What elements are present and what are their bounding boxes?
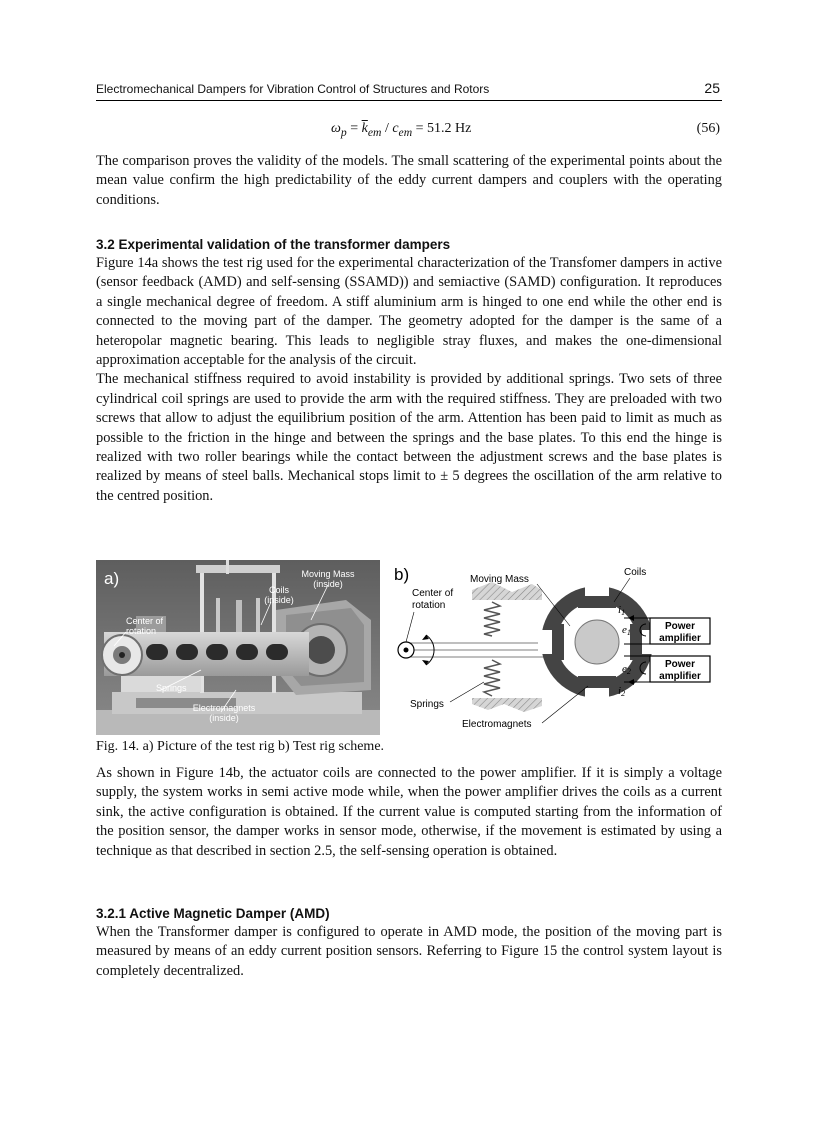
voltage-e2: e2 — [622, 663, 631, 676]
equation-number: (56) — [696, 121, 720, 136]
amplifier-label-1: amplifier — [659, 633, 701, 644]
test-rig-scheme-diagram — [392, 560, 718, 735]
label-springs-b: Springs — [410, 699, 444, 710]
section-heading-3-2-1: 3.2.1 Active Magnetic Damper (AMD) — [96, 906, 330, 921]
current-i2: i2 — [618, 685, 626, 698]
equals-sign: = — [346, 121, 362, 136]
section-3-2 — [96, 235, 722, 506]
label-springs-a: Springs — [156, 683, 187, 693]
c-subscript: em — [398, 125, 413, 139]
label-moving-mass-a: Moving Mass — [301, 569, 355, 579]
current-i1: i1 — [618, 604, 626, 617]
k-subscript: em — [367, 125, 382, 139]
lower-base-plate — [472, 698, 542, 712]
panel-a-tag: a) — [104, 569, 120, 588]
paragraph-5: When the Transformer damper is configured to operate in AMD mode, the position of the moving part is measured by means of an eddy current position sensors. Referring to Figure 15 the control system layout is completely decentralized. — [96, 924, 722, 979]
equation-expression — [331, 121, 471, 139]
label-center-a: Center of — [126, 616, 164, 626]
page-number: 25 — [704, 80, 720, 96]
running-header — [96, 82, 722, 100]
figure-caption: Fig. 14. a) Picture of the test rig b) Test rig scheme. — [96, 739, 385, 754]
label-moving-mass-inside-a: (inside) — [313, 579, 343, 589]
k-symbol: $\overline{k}$ — [361, 121, 368, 136]
equation-value: = 51.2 Hz — [412, 121, 472, 136]
upper-spring — [484, 602, 500, 636]
label-rotation-b: rotation — [412, 600, 446, 611]
omega-subscript: p — [340, 125, 347, 139]
division-sign: / — [381, 121, 393, 136]
section-3-2-1 — [96, 904, 722, 981]
figure-14b-scheme — [392, 560, 718, 735]
test-rig-photo-illustration — [96, 560, 380, 735]
label-electromagnets-b: Electromagnets — [462, 719, 532, 730]
omega-symbol: ω — [331, 121, 341, 136]
paragraph-1: The comparison proves the validity of the models. The small scattering of the experimental points about the mean value confirm the high predictability of the eddy current dampers and couplers with the operating conditions. — [96, 153, 722, 208]
paragraph-4: As shown in Figure 14b, the actuator coils are connected to the power amplifier. If it is simply a voltage supply, the system works in semi active mode while, when the power amplifier drives the coils as a current sink, the active configuration is obtained. If the current value is computed starting from the information of the position sensor, the damper works in sensor mode, otherwise, if the movement is estimated by using a technique as that described in section 2.5, the self-sensing operation is obtained. — [96, 765, 722, 859]
amplifier-label-2: amplifier — [659, 671, 701, 682]
section-heading-3-2: 3.2 Experimental validation of the transformer dampers — [96, 237, 451, 252]
figure-14 — [96, 560, 722, 735]
label-moving-mass-b: Moving Mass — [470, 574, 529, 585]
paragraph-2: Figure 14a shows the test rig used for the experimental characterization of the Transfomer dampers in active (sensor feedback (AMD) and self-sensing (SSAMD)) and semiactive (SAMD) configuration. It reproduces a single mechanical degree of freedom. A stiff aluminium arm is hinged to one end while the other end is connected to the moving part of the damper. The geometry adopted for the damper is the same of a heteropolar magnetic bearing. This leads to negligible stray fluxes, and makes the one-dimensional approximation acceptable for the analysis of the circuit. — [96, 255, 722, 369]
c-symbol: c — [392, 121, 399, 136]
label-coils-b: Coils — [624, 567, 647, 578]
paragraph-3: The mechanical stiffness required to avoid instability is provided by additional springs. Two sets of three cylindrical coil springs are used to provide the arm with the required stiffness. They are preloaded with two screws that allow to adjust the equilibrium position of the arm. Attention has been paid to limit as much as possible to the friction in the hinge and between the springs and the base plates. To this end the hinge is realized with two roller bearings while the contact between the adjustment screws and the base plates is realized by means of steel balls. Mechanical stops limit to ± 5 degrees the oscillation of the arm relative to the centred position. — [96, 371, 722, 504]
panel-b-tag: b) — [394, 565, 410, 584]
running-title: Electromechanical Dampers for Vibration Control of Structures and Rotors — [96, 82, 490, 96]
label-coils-inside-a: (inside) — [264, 595, 294, 605]
power-label-2: Power — [664, 659, 696, 670]
label-electromagnets-a: Electromagnets — [192, 703, 256, 713]
header-rule — [96, 100, 722, 101]
moving-mass-rotor — [575, 620, 619, 664]
voltage-e1: e1 — [622, 624, 631, 637]
power-label-1: Power — [664, 621, 696, 632]
label-electromagnets-inside-a: (inside) — [209, 713, 239, 723]
figure-14a-photo — [96, 560, 380, 735]
label-coils-a: Coils — [268, 585, 290, 595]
label-center-b: Center of — [412, 588, 454, 599]
equation-56 — [96, 121, 722, 141]
label-rotation-a: rotation — [126, 626, 157, 636]
lower-spring — [484, 660, 500, 696]
